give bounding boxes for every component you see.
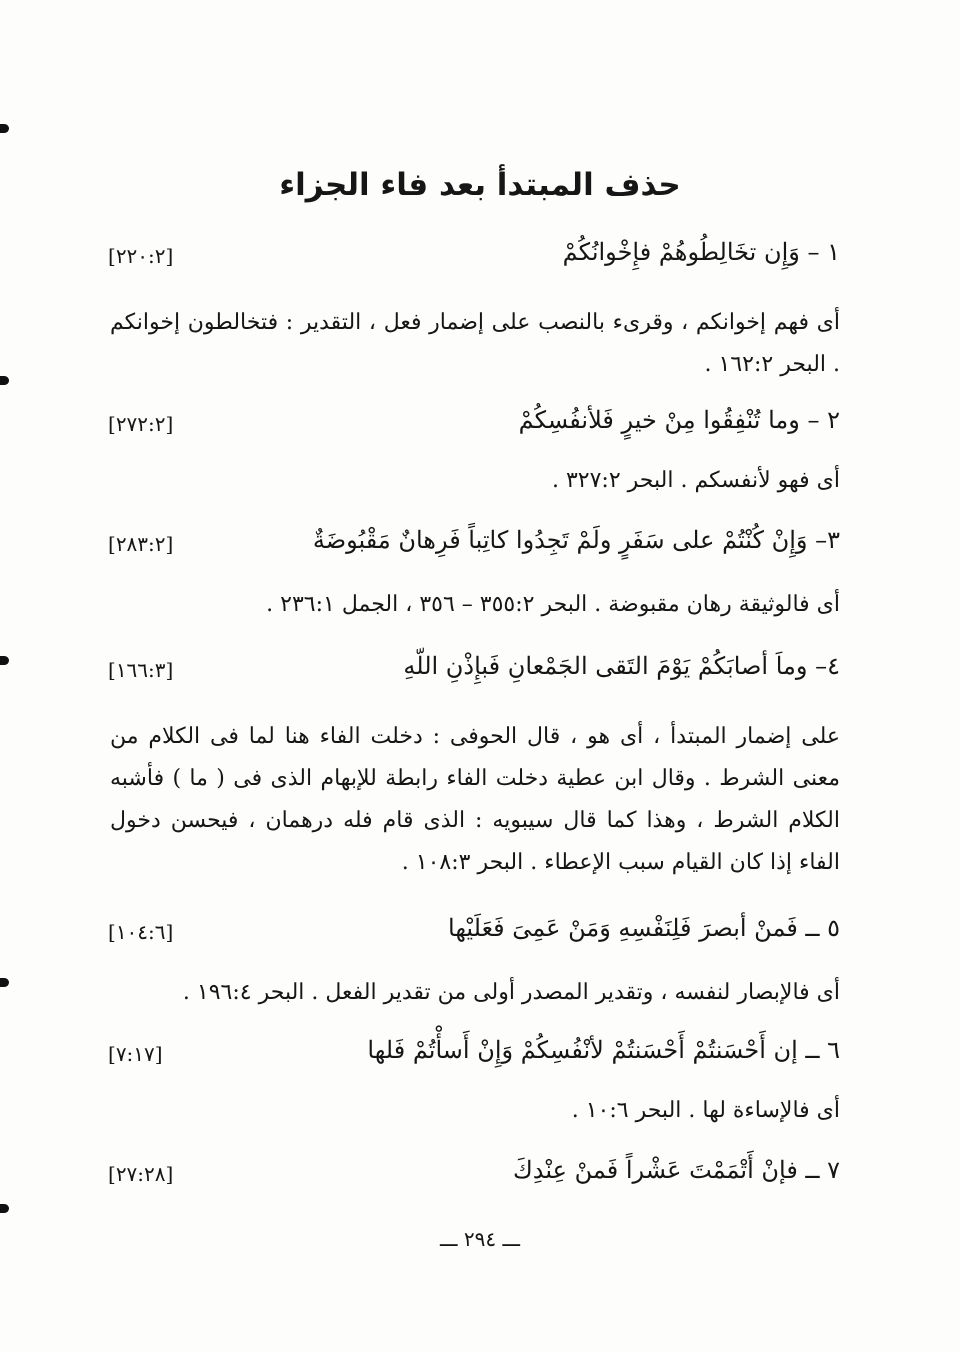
verse-row (108, 526, 840, 566)
commentary: أى فهو لأنفسكم . البحر ٣٢٧:٢ . (551, 468, 840, 493)
commentary: أى فالإبصار لنفسه ، وتقدير المصدر أولى من تقدير الفعل . البحر ١٩٦:٤ . (182, 980, 840, 1005)
commentary: أى فالإساءة لها . البحر ١٠:٦ . (571, 1098, 840, 1123)
edge-mark (0, 376, 9, 385)
verse-reference: [٢٧٢:٢] (108, 412, 174, 436)
page-title: حذف المبتدأ بعد فاء الجزاء (279, 166, 681, 203)
verse-reference: [١٠٤:٦] (108, 920, 174, 944)
verse-row (108, 238, 840, 278)
edge-mark (0, 978, 9, 987)
verse-reference: [٢٢٠:٢] (108, 244, 174, 268)
verse-text: ٧ ــ فإنْ أَتْمَمْتَ عَشْراً فَمنْ عِنْدِكَ (513, 1156, 840, 1184)
verse-text: ٤– وماَ أصابَكُمْ يَوْمَ التَقى الجَمْعانِ فَبإِذْنِ اللّهِ (403, 652, 840, 680)
edge-mark (0, 124, 9, 133)
verse-reference: [٧:١٧] (108, 1042, 163, 1066)
verse-reference: [٢٧:٢٨] (108, 1162, 174, 1186)
verse-reference: [٢٨٣:٢] (108, 532, 174, 556)
verse-text: ١ – وَإِن تخَالِطُوهُمْ فإِخْوانُكُمْ (562, 238, 840, 266)
commentary: على إضمار المبتدأ ، أى هو ، قال الحوفى : دخلت الفاء هنا لما فى الكلام من معنى الشرط . وقال ابن عطية دخلت الفاء رابطة للإبهام الذى فى ( ما ) فأشبه الكلام الشرط ، وهذا كما قال سيبويه : الذى قام فله درهمان ، فيحسن دخول الفاء إذا كان القيام سبب الإعطاء . البحر ١٠٨:٣ . (110, 724, 840, 875)
edge-mark (0, 656, 9, 665)
verse-row (108, 406, 840, 446)
commentary: أى فهم إخوانكم ، وقرىء بالنصب على إضمار فعل ، التقدير : فتخالطون إخوانكم . البحر ١٦٢:٢ . (110, 310, 840, 377)
verse-row (108, 652, 840, 692)
verse-text: ٣– وَإِنْ كُنْتُمْ على سَفَرٍ ولَمْ تَجِدُوا كاتِباً فَرِهانٌ مَقْبُوضَةٌ (312, 526, 840, 554)
verse-row (108, 1156, 840, 1196)
verse-text: ٦ ــ إن أَحْسَنتُمْ أَحْسَنتُمْ لأنْفُسِكُمْ وَإِنْ أَسأْتُمْ فَلها (367, 1036, 840, 1064)
verse-reference: [١٦٦:٣] (108, 658, 174, 682)
verse-row (108, 914, 840, 954)
page-number: ـــ ٢٩٤ ـــ (439, 1227, 521, 1251)
edge-mark (0, 1204, 9, 1213)
verse-text: ٥ ــ فَمنْ أبصرَ فَلِنَفْسِهِ وَمَنْ عَمِىَ فَعَلَيْها (448, 914, 840, 942)
verse-text: ٢ – وما تُنْفِقُوا مِنْ خيرٍ فَلأنفُسِكُمْ (518, 406, 840, 434)
verse-row (108, 1036, 840, 1076)
commentary: أى فالوثيقة رهان مقبوضة . البحر ٣٥٥:٢ – ٣٥٦ ، الجمل ٢٣٦:١ . (266, 592, 840, 617)
